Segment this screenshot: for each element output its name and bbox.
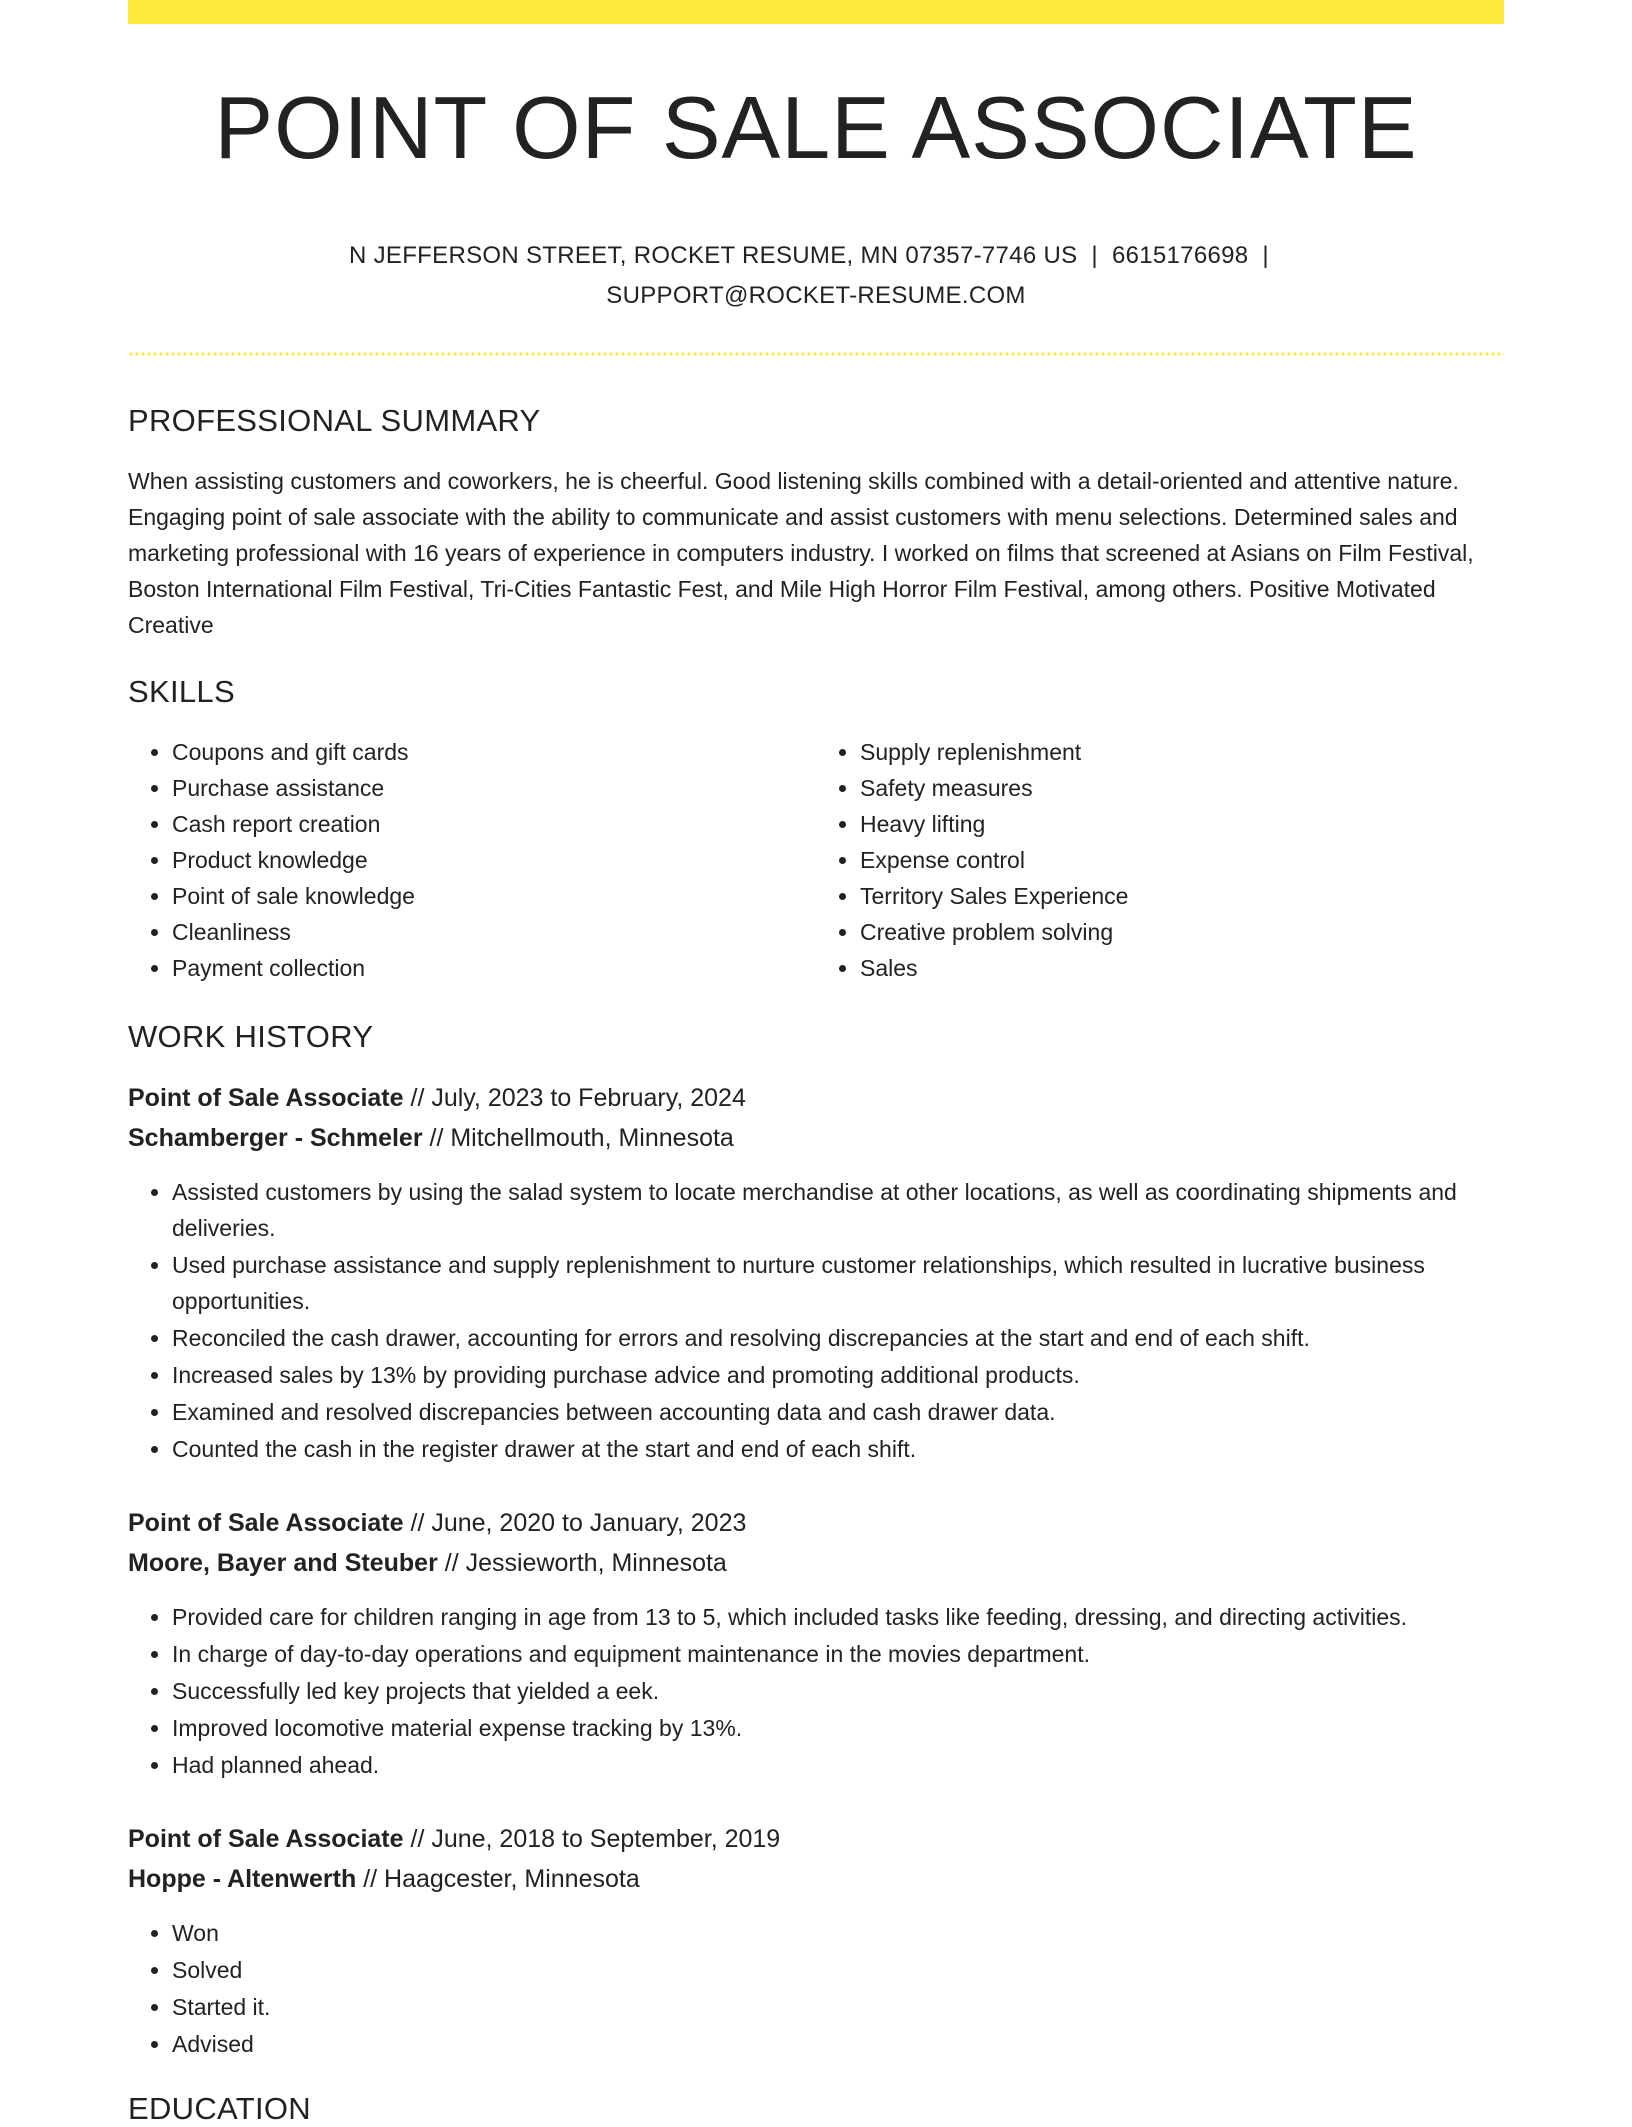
skills-section: [128, 734, 1504, 986]
skill-item: • Coupons and gift cards: [172, 734, 816, 770]
job-duty-item: • Started it.: [172, 1989, 1504, 2025]
skills-list-left: [128, 734, 816, 986]
contact-separator: |: [1262, 242, 1269, 269]
job-title: Point of Sale Associate: [128, 1508, 404, 1537]
skill-item: • Point of sale knowledge: [172, 878, 816, 914]
resume-title: POINT OF SALE ASSOCIATE: [214, 78, 1418, 177]
job-dates: // June, 2020 to January, 2023: [403, 1508, 747, 1537]
contact-separator: |: [1091, 242, 1098, 269]
job-duty-item: • Won: [172, 1915, 1504, 1951]
skills-heading: SKILLS: [128, 674, 235, 710]
work-history-heading: WORK HISTORY: [128, 1019, 374, 1055]
skills-list-right: [816, 734, 1504, 986]
address: N JEFFERSON STREET, ROCKET RESUME, MN 07357-7746 US: [349, 242, 1078, 269]
dotted-divider: [128, 352, 1504, 356]
job-company-line: [128, 1118, 1504, 1158]
contact-info: [128, 236, 1504, 316]
job-title-line: [128, 1078, 1504, 1118]
job-duty-item: • Used purchase assistance and supply replenishment to nurture customer relationships, which resulted in lucrative business opportunities.: [172, 1247, 1504, 1319]
skill-item: • Purchase assistance: [172, 770, 816, 806]
job-company-line: [128, 1859, 1504, 1899]
job-duty-item: • Had planned ahead.: [172, 1747, 1504, 1783]
job-duty-item: • Counted the cash in the register drawer at the start and end of each shift.: [172, 1431, 1504, 1467]
job-duty-item: • Improved locomotive material expense tracking by 13%.: [172, 1710, 1504, 1746]
summary-heading: PROFESSIONAL SUMMARY: [128, 403, 541, 438]
job-location: // Mitchellmouth, Minnesota: [422, 1123, 734, 1152]
summary-section: [128, 463, 1504, 643]
skill-item: • Territory Sales Experience: [860, 878, 1504, 914]
phone: 6615176698: [1111, 242, 1249, 269]
job-duty-item: • Provided care for children ranging in age from 13 to 5, which included tasks like feeding, dressing, and directing activities.: [172, 1599, 1504, 1635]
education-heading: EDUCATION: [128, 2090, 311, 2126]
job-entry: [128, 1819, 1504, 2062]
job-dates: // June, 2018 to September, 2019: [403, 1824, 781, 1853]
work-history-section: [128, 1078, 1504, 2062]
skill-item: • Product knowledge: [172, 842, 816, 878]
job-entry: [128, 1503, 1504, 1783]
skills-column-left: [128, 734, 816, 986]
job-duty-item: • Solved: [172, 1952, 1504, 1988]
job-company-line: [128, 1543, 1504, 1583]
job-company: Moore, Bayer and Steuber: [128, 1548, 438, 1577]
job-location: // Jessieworth, Minnesota: [437, 1548, 727, 1577]
skill-item: • Safety measures: [860, 770, 1504, 806]
job-duty-item: • Advised: [172, 2026, 1504, 2062]
job-duty-item: • Successfully led key projects that yielded a eek.: [172, 1673, 1504, 1709]
job-title-line: [128, 1819, 1504, 1859]
job-duties-list: [128, 1174, 1504, 1467]
accent-bar: [128, 0, 1504, 24]
job-duty-item: • Examined and resolved discrepancies between accounting data and cash drawer data.: [172, 1394, 1504, 1430]
summary-text: When assisting customers and coworkers, he is cheerful. Good listening skills combined with a detail-oriented and attentive nature. Engaging point of sale associate with the ability to communicate and assist customers with menu selections. Determined sales and marketing professional with 16 years of experience in computers industry. I worked on films that screened at Asians on Film Festival, Boston International Film Festival, Tri-Cities Fantastic Fest, and Mile High Horror Film Festival, among others. Positive Motivated Creative: [128, 468, 1474, 639]
job-entry: [128, 1078, 1504, 1467]
job-duty-item: • Reconciled the cash drawer, accounting for errors and resolving discrepancies at the start and end of each shift.: [172, 1320, 1504, 1356]
skill-item: • Creative problem solving: [860, 914, 1504, 950]
job-location: // Haagcester, Minnesota: [356, 1864, 640, 1893]
job-duty-item: • Increased sales by 13% by providing purchase advice and promoting additional products.: [172, 1357, 1504, 1393]
skill-item: • Supply replenishment: [860, 734, 1504, 770]
job-duty-item: • In charge of day-to-day operations and equipment maintenance in the movies department.: [172, 1636, 1504, 1672]
skill-item: • Heavy lifting: [860, 806, 1504, 842]
email: SUPPORT@ROCKET-RESUME.COM: [606, 282, 1026, 309]
job-title-line: [128, 1503, 1504, 1543]
job-company: Schamberger - Schmeler: [128, 1123, 423, 1152]
skill-item: • Sales: [860, 950, 1504, 986]
skill-item: • Payment collection: [172, 950, 816, 986]
contact-line-2: [128, 276, 1504, 316]
job-dates: // July, 2023 to February, 2024: [403, 1083, 746, 1112]
skills-column-right: [816, 734, 1504, 986]
job-duty-item: • Assisted customers by using the salad system to locate merchandise at other locations, as well as coordinating shipments and deliveries.: [172, 1174, 1504, 1246]
contact-line-1: [128, 236, 1504, 276]
job-title: Point of Sale Associate: [128, 1083, 404, 1112]
job-duties-list: [128, 1915, 1504, 2062]
skill-item: • Cleanliness: [172, 914, 816, 950]
resume-page: [128, 0, 1504, 2127]
job-title: Point of Sale Associate: [128, 1824, 404, 1853]
job-duties-list: [128, 1599, 1504, 1783]
skill-item: • Cash report creation: [172, 806, 816, 842]
skill-item: • Expense control: [860, 842, 1504, 878]
job-company: Hoppe - Altenwerth: [128, 1864, 357, 1893]
